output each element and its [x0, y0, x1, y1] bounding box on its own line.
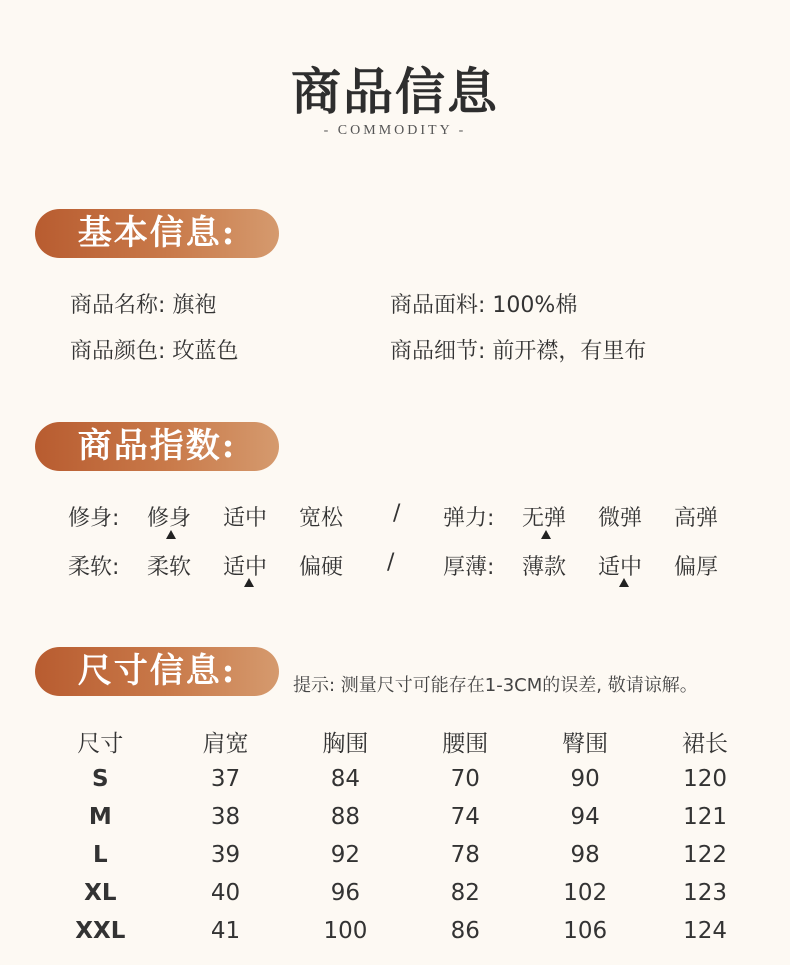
size-tip: 提示: 测量尺寸可能存在1-3CM的误差, 敬请谅解。: [293, 675, 698, 696]
table-cell: 122: [683, 842, 727, 868]
column-header: 臀围: [562, 730, 609, 757]
softness-option: 偏硬: [299, 555, 344, 580]
field-label: 商品细节:: [390, 339, 486, 364]
softness-selected-marker: [244, 578, 254, 587]
field-value: 旗袍: [172, 293, 217, 318]
table-cell: 84: [330, 766, 361, 792]
field-label: 商品名称:: [70, 293, 166, 318]
page-title: 商品信息: [291, 62, 499, 121]
table-cell: 124: [683, 918, 727, 944]
field-label: 商品颜色:: [70, 339, 166, 364]
table-row: [35, 874, 765, 912]
basic-info-heading: 基本信息:: [35, 209, 279, 258]
table-row: [35, 760, 765, 798]
table-cell: 82: [450, 880, 480, 906]
product-index-heading: 商品指数:: [35, 422, 279, 471]
field-detail: [390, 334, 646, 365]
table-cell: 94: [570, 804, 600, 830]
column-header: 胸围: [322, 730, 369, 757]
size-info-heading: 尺寸信息:: [35, 647, 279, 696]
column-header: 裙长: [682, 730, 729, 757]
table-cell: 100: [323, 918, 368, 944]
table-cell: 88: [330, 804, 361, 830]
table-cell: 41: [210, 918, 241, 944]
softness-option: 适中: [223, 555, 268, 580]
table-cell: 121: [683, 804, 727, 830]
fit-option: 适中: [223, 506, 268, 531]
field-name: [70, 288, 216, 319]
stretch-option: 微弹: [598, 506, 643, 531]
table-cell: XXL: [75, 918, 126, 944]
stretch-option: 无弹: [522, 506, 567, 531]
table-cell: 96: [330, 880, 361, 906]
field-fabric: [390, 288, 577, 319]
table-cell: 39: [210, 842, 241, 868]
separator: /: [387, 550, 395, 575]
softness-option: 柔软: [147, 555, 192, 580]
fit-option: 宽松: [299, 506, 344, 531]
field-label: 商品面料:: [390, 293, 486, 318]
stretch-option: 高弹: [674, 506, 719, 531]
table-cell: M: [88, 804, 112, 830]
table-cell: 37: [210, 766, 241, 792]
table-row: [35, 836, 765, 874]
table-cell: 123: [683, 880, 727, 906]
column-header: 尺寸: [77, 730, 124, 757]
index-label-softness: 柔软:: [68, 555, 120, 580]
table-cell: 90: [570, 766, 600, 792]
thickness-option: 适中: [598, 555, 643, 580]
table-row: [35, 798, 765, 836]
thickness-option: 薄款: [522, 555, 567, 580]
fit-selected-marker: [166, 530, 176, 539]
column-header: 肩宽: [202, 730, 249, 757]
table-row: [35, 912, 765, 950]
thickness-selected-marker: [619, 578, 629, 587]
field-value: 100%棉: [492, 293, 578, 318]
size-table: [35, 722, 765, 950]
column-header: 腰围: [442, 730, 489, 757]
field-value: 玫蓝色: [172, 339, 239, 364]
table-cell: 70: [450, 766, 480, 792]
table-cell: 38: [210, 804, 241, 830]
table-cell: 102: [563, 880, 608, 906]
stretch-selected-marker: [541, 530, 551, 539]
index-label-stretch: 弹力:: [443, 506, 495, 531]
separator: /: [393, 501, 401, 526]
field-value: 前开襟，有里布: [492, 339, 647, 364]
table-cell: 106: [563, 918, 608, 944]
field-color: [70, 334, 238, 365]
fit-option: 修身: [147, 506, 192, 531]
page-subtitle: - COMMODITY -: [323, 123, 467, 138]
table-cell: 40: [210, 880, 241, 906]
table-cell: 120: [683, 766, 727, 792]
index-label-fit: 修身:: [68, 506, 120, 531]
thickness-option: 偏厚: [674, 555, 719, 580]
table-cell: 78: [450, 842, 480, 868]
table-cell: 74: [450, 804, 480, 830]
table-header-row: [35, 722, 765, 760]
table-cell: 86: [450, 918, 480, 944]
table-cell: 92: [330, 842, 361, 868]
index-label-thickness: 厚薄:: [443, 555, 495, 580]
table-cell: 98: [570, 842, 600, 868]
table-cell: S: [92, 766, 109, 792]
table-cell: L: [92, 842, 108, 868]
table-cell: XL: [84, 880, 117, 906]
